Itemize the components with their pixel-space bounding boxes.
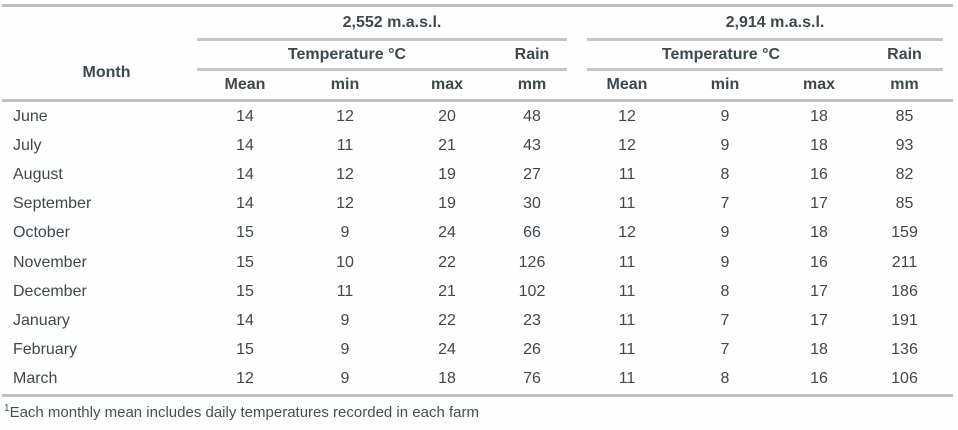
- subheader-min-2914: min: [710, 76, 740, 93]
- cell-month: January: [13, 311, 70, 329]
- cell-rain-2552: 76: [523, 370, 541, 388]
- footnote-text: Each monthly mean includes daily temperatures recorded in each farm: [9, 403, 479, 421]
- temperature-header-2914: Temperature °C: [661, 45, 781, 63]
- cell-max-2914: 18: [810, 136, 828, 154]
- cell-rain-2552: 66: [523, 224, 541, 242]
- cell-month: September: [13, 195, 92, 213]
- cell-min-2552: 10: [336, 253, 354, 271]
- cell-mean-2914: 11: [618, 341, 636, 359]
- cell-mean-2552: 15: [236, 253, 254, 271]
- cell-month: March: [13, 370, 58, 388]
- cell-rain-2552: 26: [523, 341, 541, 359]
- table-body: [0, 102, 958, 394]
- cell-min-2552: 11: [336, 136, 354, 154]
- cell-max-2552: 21: [438, 136, 456, 154]
- cell-mean-2914: 11: [618, 195, 636, 213]
- cell-rain-2552: 102: [518, 282, 546, 300]
- cell-rain-2914: 85: [895, 195, 914, 213]
- cell-month: December: [13, 282, 87, 300]
- table-row: [0, 131, 958, 160]
- cell-mean-2552: 15: [236, 224, 254, 242]
- cell-rain-2914: 191: [891, 311, 918, 329]
- cell-max-2914: 17: [810, 195, 828, 213]
- cell-max-2914: 16: [810, 253, 828, 271]
- cell-rain-2914: 136: [891, 341, 918, 359]
- group-gap: [567, 131, 587, 160]
- table-row: [0, 219, 958, 248]
- cell-min-2914: 9: [720, 136, 730, 154]
- cell-rain-2914: 159: [891, 224, 918, 242]
- cell-rain-2914: 211: [891, 253, 918, 271]
- cell-mean-2914: 11: [618, 282, 636, 300]
- cell-min-2914: 8: [720, 165, 730, 183]
- cell-min-2552: 9: [340, 311, 350, 329]
- table-row: [0, 336, 958, 365]
- subheader-max-2552: max: [430, 76, 464, 93]
- cell-mean-2914: 12: [618, 107, 636, 125]
- cell-max-2552: 21: [438, 282, 456, 300]
- cell-rain-2914: 82: [895, 165, 914, 183]
- group-header-altitude-2914: 2,914 m.a.s.l.: [725, 13, 825, 31]
- cell-mean-2552: 15: [236, 282, 254, 300]
- group-gap: [567, 102, 587, 131]
- rain-header-2552: Rain: [514, 45, 550, 63]
- cell-max-2552: 22: [438, 253, 456, 271]
- cell-rain-2552: 126: [518, 253, 546, 271]
- cell-mean-2914: 11: [618, 370, 636, 388]
- group-gap: [567, 41, 587, 68]
- footnote: [4, 404, 958, 421]
- subheader-mm-2552: mm: [517, 76, 547, 93]
- subheader-mean-2914: Mean: [606, 76, 648, 93]
- cell-rain-2552: 43: [523, 136, 541, 154]
- cell-max-2552: 19: [438, 195, 456, 213]
- cell-min-2552: 11: [336, 282, 354, 300]
- cell-rain-2914: 85: [895, 107, 914, 125]
- cell-min-2552: 12: [336, 195, 354, 213]
- cell-month: July: [13, 136, 42, 154]
- cell-max-2552: 20: [438, 107, 456, 125]
- cell-month: November: [13, 253, 87, 271]
- cell-max-2914: 18: [810, 107, 828, 125]
- cell-mean-2914: 11: [618, 253, 636, 271]
- cell-month: October: [13, 224, 70, 242]
- cell-rain-2552: 48: [523, 107, 541, 125]
- table-row: [0, 248, 958, 277]
- column-header-month: Month: [82, 64, 131, 81]
- table-bottom-border: [2, 394, 953, 397]
- cell-rain-2552: 23: [523, 311, 541, 329]
- cell-min-2552: 9: [340, 341, 350, 359]
- cell-rain-2552: 27: [523, 165, 541, 183]
- group-header-altitude-2552: 2,552 m.a.s.l.: [342, 13, 442, 31]
- table-row: [0, 306, 958, 335]
- cell-min-2914: 7: [720, 341, 730, 359]
- cell-min-2914: 7: [720, 311, 730, 329]
- cell-mean-2552: 15: [236, 341, 254, 359]
- subheader-mean-2552: Mean: [224, 76, 266, 93]
- cell-max-2552: 24: [438, 341, 456, 359]
- cell-min-2914: 8: [720, 282, 730, 300]
- cell-mean-2914: 11: [618, 165, 636, 183]
- cell-max-2914: 17: [810, 311, 828, 329]
- cell-rain-2914: 106: [891, 370, 918, 388]
- cell-min-2914: 9: [720, 107, 730, 125]
- subheader-min-2552: min: [330, 76, 360, 93]
- table-row: [0, 102, 958, 131]
- cell-mean-2552: 12: [236, 370, 254, 388]
- group-gap: [567, 219, 587, 248]
- cell-month: February: [13, 341, 78, 359]
- group-gap: [567, 248, 587, 277]
- cell-min-2914: 7: [720, 195, 730, 213]
- temperature-header-2552: Temperature °C: [287, 45, 407, 63]
- cell-rain-2552: 30: [523, 195, 541, 213]
- group-gap: [567, 306, 587, 335]
- cell-max-2552: 22: [438, 311, 456, 329]
- rain-header-2914: Rain: [887, 45, 922, 63]
- cell-min-2552: 12: [336, 165, 354, 183]
- subheader-mm-2914: mm: [890, 76, 919, 93]
- table-row: [0, 365, 958, 394]
- subheader-max-2914: max: [802, 76, 836, 93]
- cell-max-2914: 16: [810, 165, 828, 183]
- cell-month: August: [13, 165, 63, 183]
- cell-max-2914: 18: [810, 224, 828, 242]
- cell-max-2552: 24: [438, 224, 456, 242]
- cell-mean-2914: 12: [618, 224, 636, 242]
- group-gap: [567, 365, 587, 394]
- cell-mean-2552: 14: [236, 107, 254, 125]
- cell-max-2914: 16: [810, 370, 828, 388]
- cell-min-2914: 9: [720, 224, 730, 242]
- group-gap: [567, 277, 587, 306]
- cell-min-2552: 12: [336, 107, 354, 125]
- cell-max-2914: 17: [810, 282, 828, 300]
- cell-min-2552: 9: [340, 224, 350, 242]
- group-gap: [567, 7, 587, 38]
- cell-mean-2914: 12: [618, 136, 636, 154]
- table-row: [0, 160, 958, 189]
- cell-max-2552: 19: [438, 165, 456, 183]
- cell-min-2914: 8: [720, 370, 730, 388]
- cell-max-2914: 18: [810, 341, 828, 359]
- cell-min-2552: 9: [340, 370, 350, 388]
- group-gap: [567, 160, 587, 189]
- cell-mean-2552: 14: [236, 195, 254, 213]
- group-gap: [567, 336, 587, 365]
- group-gap: [567, 71, 587, 99]
- cell-rain-2914: 186: [891, 282, 918, 300]
- group-gap: [567, 190, 587, 219]
- table-row: [0, 277, 958, 306]
- cell-mean-2552: 14: [236, 136, 254, 154]
- cell-mean-2552: 14: [236, 311, 254, 329]
- cell-month: June: [13, 107, 48, 125]
- table-row: [0, 190, 958, 219]
- footnote-marker: 1: [4, 402, 10, 414]
- cell-mean-2552: 14: [236, 165, 254, 183]
- cell-min-2914: 9: [720, 253, 730, 271]
- cell-max-2552: 18: [438, 370, 456, 388]
- cell-mean-2914: 11: [618, 311, 636, 329]
- cell-rain-2914: 93: [895, 136, 914, 154]
